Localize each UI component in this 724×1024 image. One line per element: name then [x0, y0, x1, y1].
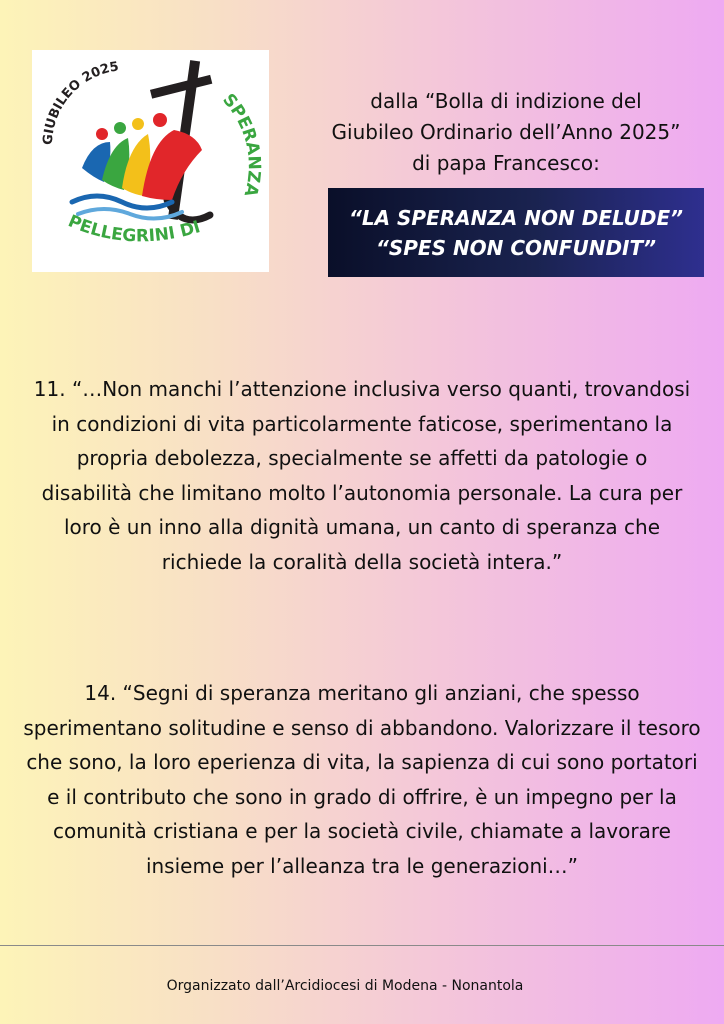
quote-line: loro è un inno alla dignità umana, un canto di speranza che [63, 515, 661, 539]
jubilee-2025-logo-icon [32, 50, 269, 272]
quote-line: sperimentano solitudine e senso di abbandono. Valorizzare il tesoro [23, 715, 701, 740]
motto-line-1: “LA SPERANZA NON DELUDE” [348, 205, 684, 230]
quote-line: in condizioni di vita particolarmente faticose, sperimentano la [51, 411, 673, 436]
motto-line-2: “SPES NON CONFUNDIT” [375, 235, 657, 260]
quote-line: che sono, la loro eperienza di vita, la sapienza di cui sono portatori [26, 750, 698, 774]
quote-line: e il contributo che sono in grado di offrire, è un impegno per la [47, 784, 677, 809]
svg-text:GIUBILEO 2025 [41, 59, 120, 145]
motto-banner [328, 188, 704, 277]
svg-text:SPERANZA [218, 90, 264, 199]
quote-line: disabilità che limitano molto l’autonomia personale. La cura per [41, 480, 683, 505]
intro-line-2: Giubileo Ordinario dell’Anno 2025” [331, 120, 681, 144]
logo-top-text: GIUBILEO 2025 [40, 59, 120, 146]
quote-paragraph-11 [8, 372, 716, 579]
footer-divider [0, 945, 724, 946]
intro-line-1: dalla “Bolla di indizione del [370, 89, 642, 113]
quote-line: comunità cristiana e per la società civile, chiamate a lavorare [53, 819, 671, 843]
quote-paragraph-14 [8, 676, 716, 883]
quote-line: insieme per l’alleanza tra le generazioni…” [145, 853, 579, 878]
footer-text: Organizzato dall’Arcidiocesi di Modena - Nonantola [166, 978, 524, 994]
jubilee-logo [32, 50, 269, 272]
intro-text [300, 86, 712, 179]
logo-right-text: SPERANZA [218, 90, 264, 199]
logo-bottom-text: PELLEGRINI DI [65, 211, 203, 247]
quote-line: 11. “…Non manchi l’attenzione inclusiva verso quanti, trovandosi [33, 377, 691, 401]
quote-line: propria debolezza, specialmente se affetti da patologie o [76, 446, 648, 470]
intro-line-3: di papa Francesco: [412, 151, 600, 175]
quote-line: 14. “Segni di speranza meritano gli anziani, che spesso [84, 681, 640, 705]
quote-line: richiede la coralità della società intera.” [161, 549, 563, 574]
